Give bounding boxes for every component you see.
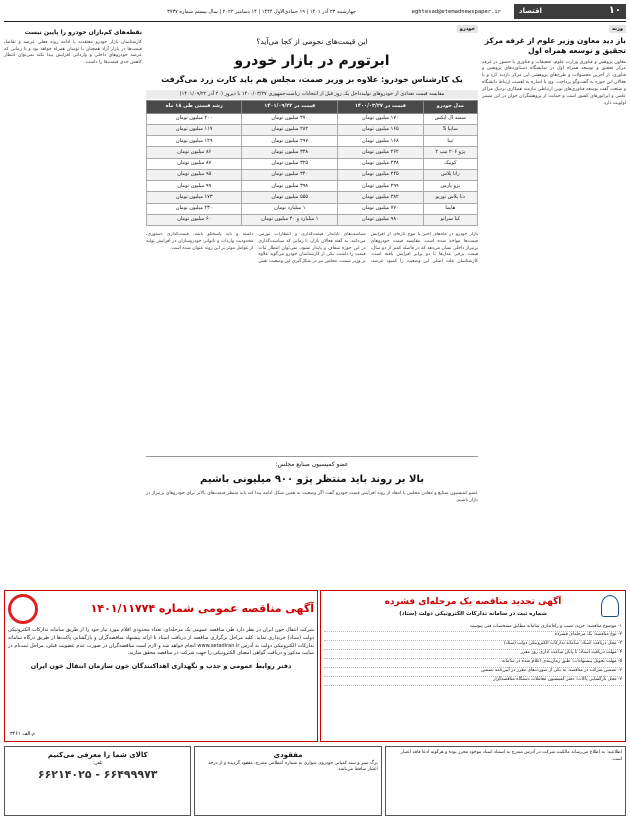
table-cell: هایما — [423, 203, 477, 214]
lost-text: برگ سبز و سند کمپانی خودروی سواری به شماره انتظامی مندرج، مفقود گردیده و از درجه اعتبار ساقط می‌باشد. — [208, 760, 378, 773]
table-row — [147, 136, 478, 147]
article-body: کارشناسان بازار خودرو معتقدند با ادامه روند فعلی عرضه و تقاضا، قیمت‌ها در بازار آزاد همچنان با نوسان همراه خواهد بود و تا زمانی که عرضه خودروهای داخلی و وارداتی افزایش پیدا نکند نمی‌توان انتظار کاهش جدی قیمت‌ها را داشت. — [4, 39, 142, 66]
table-row — [147, 214, 478, 225]
table-cell: ۲۹۷ میلیون تومان — [242, 136, 338, 147]
story-headline: بالا بر روند باید منتظر پژو ۹۰۰ میلیونی باشیم — [200, 473, 424, 485]
date-line: چهارشنبه ۲۳ آذر ۱۴۰۱ | ۱۹ جمادی‌الاول ۱۴۴۴ | ۱۴ دسامبر ۲۰۲۲ | سال بیستم شماره ۳۷۳۷ — [167, 9, 356, 15]
table-cell: ۲۳۸ میلیون تومان — [338, 158, 423, 169]
column-header: قیمت در ۱۴۰۰/۰۳/۲۷ — [338, 101, 423, 113]
table-cell: ۲۰۰ میلیون تومان — [147, 113, 242, 124]
page-number: ۱۰ — [608, 5, 621, 17]
table-row — [147, 203, 478, 214]
table-cell: کیا سراتو — [423, 214, 477, 225]
table-cell: ۱۶۸ میلیون تومان — [338, 136, 423, 147]
ad-id: م.الف ۳۴۶۱ — [10, 730, 36, 737]
table-cell: کوییک — [423, 158, 477, 169]
table-cell: ۳۹۸ میلیون تومان — [242, 181, 338, 192]
main-story — [146, 26, 478, 454]
email-address: eghtesad@etemadnewspaper.ir — [411, 9, 501, 15]
story-body: بازار خودرو در ماه‌های اخیر با موج تازه‌ای از افزایش قیمت‌ها مواجه شده است. مقایسه قیمت خودروهای پرتیراژ داخلی نشان می‌دهد که در فاصله کمتر از دو سال، قیمت برخی مدل‌ها تا دو برابر افزایش یافته است. کارشناسان علت اصلی این وضعیت را کمبود عرضه، سیاست‌های ناپایدار قیمت‌گذاری و انتظارات تورمی می‌دانند. به گفته فعالان بازار، تا زمانی که سیاست‌گذاری در این حوزه شفاف و پایدار نشود، نمی‌توان انتظار ثبات قیمت را داشت. یکی از کارشناسان خودرو می‌گوید علاوه بر وزیر صمت، مجلس نیز در شکل‌گیری این وضعیت نقش داشته و باید پاسخگو باشد. قیمت‌گذاری دستوری، محدودیت واردات و ناتوانی خودروسازان در افزایش تولید از عوامل موثر بر این روند عنوان شده است. — [146, 232, 478, 265]
table-cell: رانا پلاس — [423, 169, 477, 180]
table-cell: ۶۰ میلیون تومان — [147, 214, 242, 225]
table-cell: ۲۸۲ میلیون تومان — [242, 124, 338, 135]
phone-numbers: ۶۶۲۱۴۰۲۵ - ۶۶۴۹۹۹۷۳ — [37, 768, 158, 782]
table-cell: ۱ میلیارد تومان — [242, 203, 338, 214]
lost-notice-box — [194, 746, 381, 816]
ad-list — [324, 623, 622, 686]
table-cell: پژو پارس — [423, 181, 477, 192]
blood-drop-logo-icon — [8, 594, 38, 624]
table-cell: ۳۷۰ میلیون تومان — [242, 113, 338, 124]
table-row — [147, 158, 478, 169]
table-row — [147, 113, 478, 124]
phone-label: تلفن: — [92, 760, 103, 766]
table-cell: ۱۶۵ میلیون تومان — [338, 124, 423, 135]
table-cell: ۳۴۸ میلیون تومان — [242, 147, 338, 158]
table-row — [147, 124, 478, 135]
table-cell: ساینا S — [423, 124, 477, 135]
article-title: باز دید معاون وزیر علوم از غرفه مرکز تحقیق و توسعه همراه اول — [484, 36, 626, 56]
emblem-icon — [601, 595, 619, 617]
ads-title: کالای شما را معرفی می‌کنیم — [47, 751, 148, 759]
table-cell: ۷۷۰ میلیون تومان — [338, 203, 423, 214]
table-cell: ۵۵۵ میلیون تومان — [242, 192, 338, 203]
article-title: نقطه‌های کم‌باران خودرو را پایین نیست — [24, 29, 142, 36]
table-cell: ۱ میلیارد و ۴۰ میلیون تومان — [242, 214, 338, 225]
story-kicker: این قیمت‌های نجومی از کجا می‌آید؟ — [256, 37, 368, 47]
table-cell: ۳۲۵ میلیون تومان — [242, 158, 338, 169]
story-body: عضو کمیسیون صنایع و معادن مجلس با انتقاد از روند افزایش قیمت خودرو گفت اگر وضعیت به همین شکل ادامه پیدا کند باید منتظر قیمت‌های بالاتر برای خودروهای پرتیراژ در بازار باشیم. — [146, 491, 478, 504]
article-body: معاون پژوهش و فناوری وزارت علوم، تحقیقات و فناوری با حضور در غرفه مرکز تحقیق و توسعه همراه اول در نمایشگاه دستاوردهای پژوهش و فناوری، از آخرین محصولات و طرح‌های پژوهشی این مرکز بازدید کرد و با فعالان این حوزه به گفت‌وگو پرداخت. وی با اشاره به اهمیت ارتباط دانشگاه و صنعت گفت توسعه فناوری‌های نوین ارتباطی نیازمند همکاری نزدیک مراکز علمی و اپراتورهای کشور است و حمایت از پژوهشگران جوان در این مسیر اولویت دارد. — [482, 59, 626, 106]
list-item: ۵- مهلت تحویل پیشنهادات: طبق زمان‌بندی اعلام شده در سامانه — [324, 659, 622, 668]
table-cell: ۱۷۰ میلیون تومان — [338, 113, 423, 124]
table-row — [147, 181, 478, 192]
lost-title: مفقودی — [273, 751, 303, 759]
table-cell: ۸۷ میلیون تومان — [147, 158, 242, 169]
right-column — [482, 26, 626, 454]
table-cell: ۱۷۳ میلیون تومان — [147, 192, 242, 203]
table-cell: پژو ۲۰۶ تیپ ۲ — [423, 147, 477, 158]
masthead — [4, 2, 626, 22]
section-header — [514, 4, 626, 19]
notice-text: اطلاعیه: به اطلاع می‌رساند مالکیت شرکت در آدرس مندرج به استناد اسناد موجود محرز بوده و هرگونه ادعا فاقد اعتبار است. — [400, 750, 622, 762]
tender-ad — [320, 590, 626, 742]
left-column — [4, 26, 142, 454]
table-cell: سمند ال ایکس — [423, 113, 477, 124]
table-caption: مقایسه قیمت تعدادی از خودروهای تولیدداخل یک روز قبل از انتخابات ریاست‌جمهوری ۱۴۰۰/۰۳/۲۷ با دیروز (۲۰ آذر ۱۴۰۱/۰۹/۲۲) — [146, 90, 478, 99]
list-item: ۶- تضمین شرکت در مناقصه: به یکی از صورت‌های مقرر در آیین‌نامه تضمین — [324, 668, 622, 677]
table-cell: ۱۲۹ میلیون تومان — [147, 136, 242, 147]
table-row — [147, 169, 478, 180]
ad-subtitle: شماره ثبت در سامانه تدارکات الکترونیکی دولت (ستاد) — [399, 611, 547, 618]
table-cell: ۲۴۵ میلیون تومان — [338, 169, 423, 180]
table-cell: ۱۱۷ میلیون تومان — [147, 124, 242, 135]
list-item: ۲- نوع مناقصه: یک مرحله‌ای فشرده — [324, 632, 622, 641]
table-cell: ۹۹ میلیون تومان — [147, 181, 242, 192]
table-cell: ۳۸۲ میلیون تومان — [338, 192, 423, 203]
section-name: اقتصاد — [519, 7, 542, 16]
table-cell: ۳۴۰ میلیون تومان — [242, 169, 338, 180]
price-table — [146, 100, 478, 226]
table-cell: ۹۵ میلیون تومان — [147, 169, 242, 180]
table-row — [147, 147, 478, 158]
list-item: ۱- موضوع مناقصه: خرید، نصب و راه‌اندازی سامانه مطابق مشخصات فنی پیوست — [324, 623, 622, 632]
story-tag: خودرو — [457, 25, 478, 33]
table-cell: ۲۶۲ میلیون تومان — [338, 147, 423, 158]
column-header: مدل خودرو — [423, 101, 477, 113]
column-tag: وزنه — [609, 25, 626, 33]
ad-footer: دفتر روابط عمومی و جذب و نگهداری اهداکنندگان خون سازمان انتقال خون ایران — [30, 662, 292, 670]
list-item: ۴- مهلت دریافت اسناد: تا پایان ساعت اداری روز مقرر — [324, 650, 622, 659]
table-cell: ۹۸۰ میلیون تومان — [338, 214, 423, 225]
public-tender-ad — [4, 590, 318, 742]
list-item: ۳- محل دریافت اسناد: سامانه تدارکات الکترونیکی دولت (ستاد) — [324, 641, 622, 650]
table-cell: ۲۳۰ میلیون تومان — [147, 203, 242, 214]
story-subhead: یک کارشناس خودرو: علاوه بر وزیر صمت، مجلس هم باید کارت زرد می‌گرفت — [161, 75, 463, 85]
table-row — [147, 192, 478, 203]
notice-box — [385, 746, 626, 816]
second-story — [146, 456, 478, 586]
table-header-row — [147, 101, 478, 113]
ad-title: آگهی تجدید مناقصه یک مرحله‌ای فشرده — [384, 597, 562, 607]
ad-header — [8, 594, 314, 624]
table-cell: ۸۶ میلیون تومان — [147, 147, 242, 158]
table-cell: دنا پلاس توربو — [423, 192, 477, 203]
bottom-ads — [4, 746, 626, 816]
column-header: رشد قیمتی طی ۱۸ ماه — [147, 101, 242, 113]
story-headline: ابرتورم در بازار خودرو — [234, 53, 390, 70]
story-kicker: عضو کمیسیون صنایع مجلس: — [275, 461, 349, 468]
table-cell: تیبا — [423, 136, 477, 147]
ad-title: آگهی مناقصه عمومی شماره ۱۴۰۱/۱۱۷۷۴ — [90, 602, 314, 616]
list-item: ۷- محل بازگشایی پاکات: دفتر کمیسیون معاملات دستگاه مناقصه‌گزار — [324, 677, 622, 686]
column-header: قیمت در ۱۴۰۱/۰۹/۲۲ — [242, 101, 338, 113]
table-cell: ۲۹۹ میلیون تومان — [338, 181, 423, 192]
table-body — [147, 113, 478, 226]
ad-body: شرکت انتقال خون ایران در نظر دارد طی مناقصه عمومی یک مرحله‌ای، تعداد محدودی اقلام مورد نیاز خود را از طریق سامانه تدارکات الکترونیکی دولت (ستاد) خریداری نماید. کلیه مراحل برگزاری مناقصه از دریافت اسناد تا ارائه پیشنهاد مناقصه‌گران و بازگشایی پاکت‌ها از طریق درگاه سامانه تدارکات الکترونیکی دولت به آدرس www.setadiran.ir انجام خواهد شد و لازم است مناقصه‌گران در صورت عدم عضویت قبلی، مراحل ثبت‌نام در سایت مذکور و دریافت گواهی امضای الکترونیکی را جهت شرکت در مناقصه محقق سازند. — [8, 627, 315, 657]
ads-contact-box — [4, 746, 191, 816]
